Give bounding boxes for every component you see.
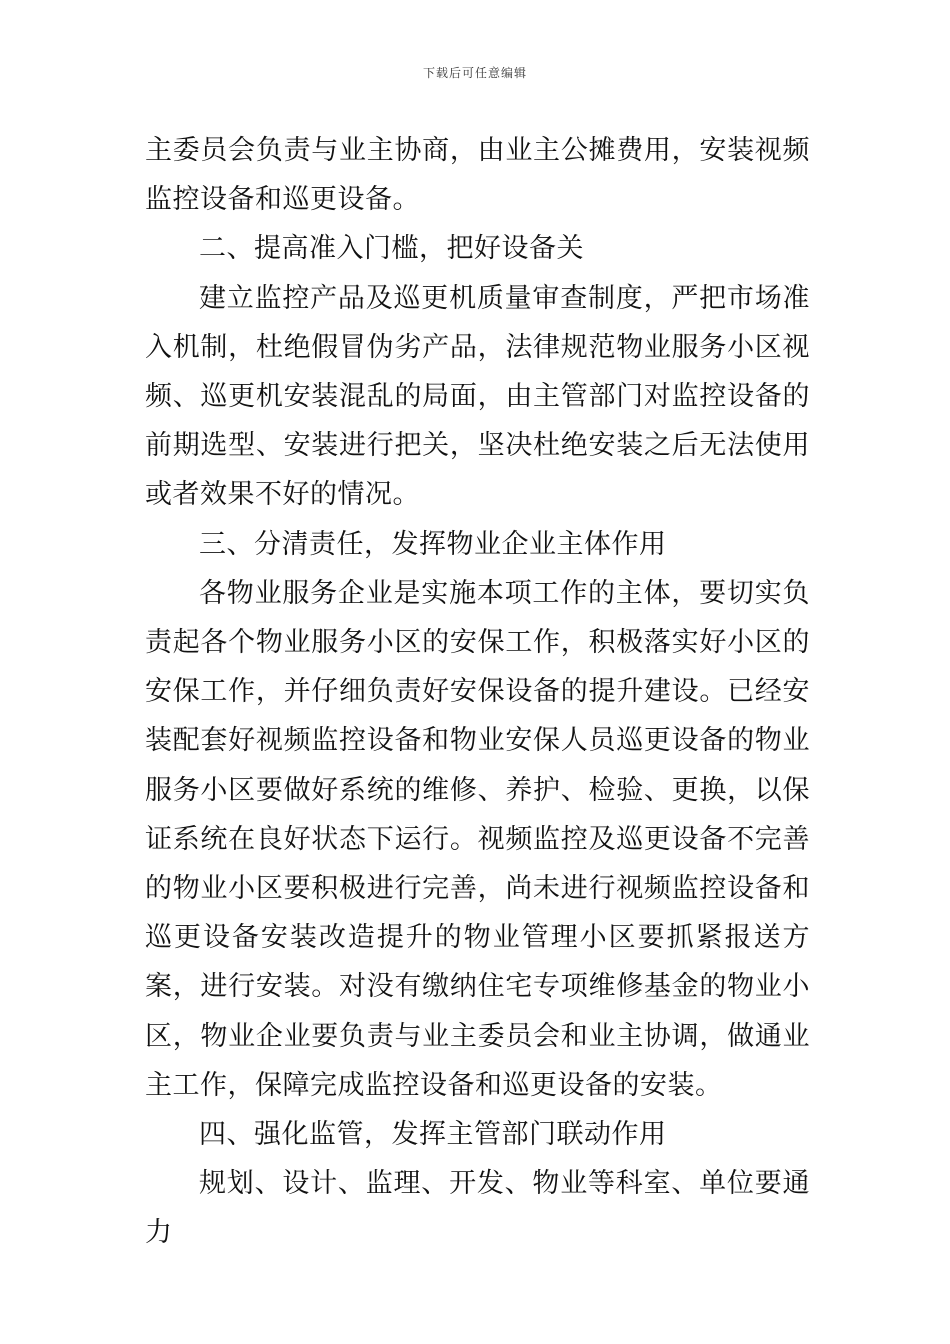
document-body [145,126,810,1258]
section-heading-2: 二、提高准入门槛，把好设备关 [199,233,584,265]
section-heading-3: 三、分清责任，发挥物业企业主体作用 [199,528,667,560]
paragraph-section-4: 规划、设计、监理、开发、物业等科室、单位要通力 [145,1168,810,1249]
section-heading-4: 四、强化监管，发挥主管部门联动作用 [199,1119,667,1151]
download-note: 下载后可任意编辑 [422,66,527,80]
paragraph-section-2: 建立监控产品及巡更机质量审查制度，严把市场准入机制，杜绝假冒伪劣产品，法律规范物业服务小区视频、巡更机安装混乱的局面，由主管部门对监控设备的前期选型、安装进行把关，坚决杜绝安装之后无法使用或者效果不好的情况。 [145,282,810,511]
paragraph-continuation: 主委员会负责与业主协商，由业主公摊费用，安装视频监控设备和巡更设备。 [145,135,810,216]
paragraph-section-3: 各物业服务企业是实施本项工作的主体，要切实负责起各个物业服务小区的安保工作，积极落实好小区的安保工作，并仔细负责好安保设备的提升建设。已经安装配套好视频监控设备和物业安保人员巡更设备的物业服务小区要做好系统的维修、养护、检验、更换，以保证系统在良好状态下运行。视频监控及巡更设备不完善的物业小区要积极进行完善，尚未进行视频监控设备和巡更设备安装改造提升的物业管理小区要抓紧报送方案，进行安装。对没有缴纳住宅专项维修基金的物业小区，物业企业要负责与业主委员会和业主协调，做通业主工作，保障完成监控设备和巡更设备的安装。 [145,577,810,1101]
